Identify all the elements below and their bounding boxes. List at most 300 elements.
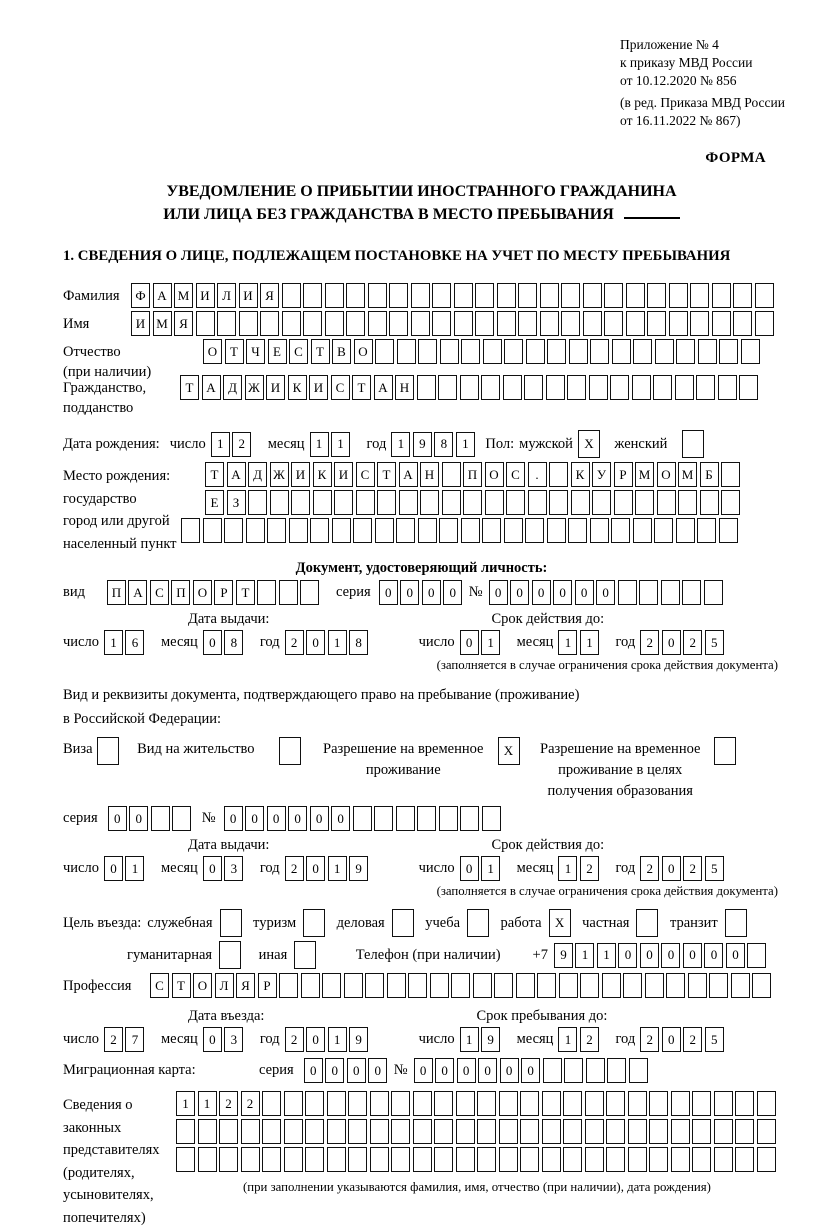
- permit-issue-day[interactable]: [104, 856, 147, 881]
- char-box[interactable]: И: [239, 283, 258, 308]
- char-box[interactable]: [614, 490, 633, 515]
- doc-valid-month[interactable]: [558, 630, 601, 655]
- char-box[interactable]: [633, 518, 652, 543]
- char-box[interactable]: [647, 311, 666, 336]
- char-box[interactable]: [262, 1119, 281, 1144]
- permit-series-boxes[interactable]: [108, 806, 194, 831]
- purpose-transit-checkbox[interactable]: [725, 909, 750, 937]
- char-box[interactable]: 1: [331, 432, 350, 457]
- char-box[interactable]: 0: [306, 856, 325, 881]
- char-box[interactable]: 0: [640, 943, 659, 968]
- char-box[interactable]: [714, 1147, 733, 1172]
- char-box[interactable]: [374, 806, 393, 831]
- char-box[interactable]: [561, 283, 580, 308]
- char-box[interactable]: 1: [104, 630, 123, 655]
- char-box[interactable]: В: [332, 339, 351, 364]
- char-box[interactable]: [623, 973, 642, 998]
- profession-boxes[interactable]: [150, 973, 774, 998]
- char-box[interactable]: 2: [232, 432, 251, 457]
- char-box[interactable]: [647, 283, 666, 308]
- char-box[interactable]: И: [334, 462, 353, 487]
- char-box[interactable]: [477, 1147, 496, 1172]
- char-box[interactable]: 0: [304, 1058, 323, 1083]
- char-box[interactable]: 0: [532, 580, 551, 605]
- char-box[interactable]: Я: [260, 283, 279, 308]
- char-box[interactable]: [270, 490, 289, 515]
- char-box[interactable]: [294, 941, 316, 969]
- char-box[interactable]: [628, 1091, 647, 1116]
- char-box[interactable]: 2: [580, 1027, 599, 1052]
- char-box[interactable]: [353, 806, 372, 831]
- char-box[interactable]: [518, 311, 537, 336]
- char-box[interactable]: Т: [352, 375, 371, 400]
- char-box[interactable]: 1: [481, 856, 500, 881]
- doc-issue-year[interactable]: [285, 630, 371, 655]
- char-box[interactable]: [420, 490, 439, 515]
- char-box[interactable]: Ж: [270, 462, 289, 487]
- char-box[interactable]: [454, 283, 473, 308]
- char-box[interactable]: [262, 1147, 281, 1172]
- char-box[interactable]: Т: [225, 339, 244, 364]
- char-box[interactable]: О: [203, 339, 222, 364]
- char-box[interactable]: [718, 375, 737, 400]
- char-box[interactable]: 0: [347, 1058, 366, 1083]
- char-box[interactable]: [626, 311, 645, 336]
- char-box[interactable]: [325, 283, 344, 308]
- char-box[interactable]: [714, 737, 736, 765]
- char-box[interactable]: 9: [554, 943, 573, 968]
- stay-day[interactable]: [460, 1027, 503, 1052]
- char-box[interactable]: [439, 518, 458, 543]
- char-box[interactable]: 7: [125, 1027, 144, 1052]
- char-box[interactable]: 1: [558, 630, 577, 655]
- char-box[interactable]: Б: [700, 462, 719, 487]
- char-box[interactable]: [657, 490, 676, 515]
- char-box[interactable]: [411, 283, 430, 308]
- char-box[interactable]: [757, 1147, 776, 1172]
- char-box[interactable]: Т: [205, 462, 224, 487]
- char-box[interactable]: 2: [580, 856, 599, 881]
- char-box[interactable]: [714, 1091, 733, 1116]
- doc-issue-day[interactable]: [104, 630, 147, 655]
- char-box[interactable]: 0: [129, 806, 148, 831]
- char-box[interactable]: 0: [575, 580, 594, 605]
- char-box[interactable]: 1: [176, 1091, 195, 1116]
- char-box[interactable]: 1: [580, 630, 599, 655]
- char-box[interactable]: [356, 490, 375, 515]
- char-box[interactable]: [432, 283, 451, 308]
- char-box[interactable]: [682, 580, 701, 605]
- purpose-private-checkbox[interactable]: [636, 909, 661, 937]
- char-box[interactable]: [671, 1119, 690, 1144]
- char-box[interactable]: [473, 973, 492, 998]
- char-box[interactable]: 1: [558, 856, 577, 881]
- char-box[interactable]: [279, 580, 298, 605]
- temp-permit-checkbox[interactable]: [498, 737, 523, 765]
- char-box[interactable]: Ж: [245, 375, 264, 400]
- char-box[interactable]: 0: [379, 580, 398, 605]
- char-box[interactable]: [224, 518, 243, 543]
- char-box[interactable]: [346, 311, 365, 336]
- char-box[interactable]: [392, 909, 414, 937]
- char-box[interactable]: 2: [285, 856, 304, 881]
- stay-year[interactable]: [640, 1027, 726, 1052]
- char-box[interactable]: [721, 490, 740, 515]
- char-box[interactable]: [440, 339, 459, 364]
- char-box[interactable]: [635, 490, 654, 515]
- char-box[interactable]: А: [399, 462, 418, 487]
- char-box[interactable]: [676, 518, 695, 543]
- char-box[interactable]: [731, 973, 750, 998]
- char-box[interactable]: Л: [215, 973, 234, 998]
- char-box[interactable]: 0: [500, 1058, 519, 1083]
- char-box[interactable]: [300, 580, 319, 605]
- char-box[interactable]: [391, 1091, 410, 1116]
- char-box[interactable]: Т: [180, 375, 199, 400]
- char-box[interactable]: Н: [420, 462, 439, 487]
- char-box[interactable]: 0: [553, 580, 572, 605]
- char-box[interactable]: [549, 462, 568, 487]
- doc-valid-year[interactable]: [640, 630, 726, 655]
- char-box[interactable]: [219, 1147, 238, 1172]
- char-box[interactable]: [561, 311, 580, 336]
- char-box[interactable]: [282, 283, 301, 308]
- char-box[interactable]: 0: [457, 1058, 476, 1083]
- char-box[interactable]: [524, 375, 543, 400]
- char-box[interactable]: [540, 311, 559, 336]
- char-box[interactable]: 0: [288, 806, 307, 831]
- char-box[interactable]: 9: [413, 432, 432, 457]
- char-box[interactable]: Е: [205, 490, 224, 515]
- char-box[interactable]: [260, 311, 279, 336]
- char-box[interactable]: [590, 518, 609, 543]
- char-box[interactable]: 8: [434, 432, 453, 457]
- char-box[interactable]: [568, 518, 587, 543]
- char-box[interactable]: 0: [443, 580, 462, 605]
- birth-year-boxes[interactable]: [391, 432, 477, 457]
- char-box[interactable]: [181, 518, 200, 543]
- char-box[interactable]: 1: [310, 432, 329, 457]
- char-box[interactable]: [733, 283, 752, 308]
- char-box[interactable]: С: [150, 973, 169, 998]
- char-box[interactable]: [497, 283, 516, 308]
- char-box[interactable]: [397, 339, 416, 364]
- char-box[interactable]: [567, 375, 586, 400]
- char-box[interactable]: [611, 518, 630, 543]
- char-box[interactable]: [248, 490, 267, 515]
- legal-reps-row-2[interactable]: [176, 1119, 778, 1144]
- char-box[interactable]: 2: [640, 1027, 659, 1052]
- char-box[interactable]: Я: [236, 973, 255, 998]
- char-box[interactable]: [477, 1119, 496, 1144]
- char-box[interactable]: 1: [125, 856, 144, 881]
- char-box[interactable]: С: [331, 375, 350, 400]
- char-box[interactable]: [375, 339, 394, 364]
- char-box[interactable]: [279, 737, 301, 765]
- char-box[interactable]: [520, 1119, 539, 1144]
- char-box[interactable]: [755, 283, 774, 308]
- char-box[interactable]: [344, 973, 363, 998]
- char-box[interactable]: [676, 339, 695, 364]
- phone-boxes[interactable]: [554, 943, 769, 968]
- entry-year[interactable]: [285, 1027, 371, 1052]
- char-box[interactable]: [97, 737, 119, 765]
- char-box[interactable]: [284, 1119, 303, 1144]
- char-box[interactable]: [348, 1119, 367, 1144]
- char-box[interactable]: 0: [596, 580, 615, 605]
- char-box[interactable]: Т: [236, 580, 255, 605]
- char-box[interactable]: Е: [268, 339, 287, 364]
- char-box[interactable]: [460, 375, 479, 400]
- char-box[interactable]: [198, 1147, 217, 1172]
- char-box[interactable]: [735, 1091, 754, 1116]
- char-box[interactable]: [719, 339, 738, 364]
- char-box[interactable]: 1: [597, 943, 616, 968]
- char-box[interactable]: [499, 1147, 518, 1172]
- char-box[interactable]: 0: [662, 630, 681, 655]
- char-box[interactable]: [704, 580, 723, 605]
- char-box[interactable]: [585, 1119, 604, 1144]
- char-box[interactable]: 0: [460, 856, 479, 881]
- char-box[interactable]: 2: [285, 630, 304, 655]
- char-box[interactable]: Р: [258, 973, 277, 998]
- char-box[interactable]: Д: [248, 462, 267, 487]
- char-box[interactable]: Ф: [131, 283, 150, 308]
- doc-issue-month[interactable]: [203, 630, 246, 655]
- char-box[interactable]: [735, 1147, 754, 1172]
- char-box[interactable]: [348, 1147, 367, 1172]
- char-box[interactable]: 0: [662, 1027, 681, 1052]
- char-box[interactable]: П: [171, 580, 190, 605]
- char-box[interactable]: [454, 311, 473, 336]
- char-box[interactable]: [456, 1091, 475, 1116]
- char-box[interactable]: [391, 1119, 410, 1144]
- sex-male-checkbox[interactable]: [578, 430, 603, 458]
- char-box[interactable]: [585, 1147, 604, 1172]
- doc-type-boxes[interactable]: [107, 580, 322, 605]
- char-box[interactable]: [690, 311, 709, 336]
- char-box[interactable]: [666, 973, 685, 998]
- char-box[interactable]: [368, 283, 387, 308]
- char-box[interactable]: [537, 973, 556, 998]
- char-box[interactable]: Р: [214, 580, 233, 605]
- purpose-other-checkbox[interactable]: [294, 941, 319, 969]
- char-box[interactable]: [629, 1058, 648, 1083]
- stay-month[interactable]: [558, 1027, 601, 1052]
- char-box[interactable]: [396, 806, 415, 831]
- char-box[interactable]: О: [657, 462, 676, 487]
- char-box[interactable]: [301, 973, 320, 998]
- char-box[interactable]: [460, 806, 479, 831]
- char-box[interactable]: [499, 1119, 518, 1144]
- char-box[interactable]: 3: [224, 856, 243, 881]
- char-box[interactable]: [700, 490, 719, 515]
- char-box[interactable]: 1: [460, 1027, 479, 1052]
- char-box[interactable]: [661, 580, 680, 605]
- char-box[interactable]: [370, 1119, 389, 1144]
- char-box[interactable]: [741, 339, 760, 364]
- char-box[interactable]: [580, 973, 599, 998]
- char-box[interactable]: [334, 490, 353, 515]
- char-box[interactable]: С: [150, 580, 169, 605]
- char-box[interactable]: [612, 339, 631, 364]
- char-box[interactable]: [540, 283, 559, 308]
- citizenship-boxes[interactable]: [180, 375, 761, 400]
- char-box[interactable]: [291, 490, 310, 515]
- char-box[interactable]: [547, 339, 566, 364]
- entry-day[interactable]: [104, 1027, 147, 1052]
- char-box[interactable]: [434, 1119, 453, 1144]
- char-box[interactable]: З: [227, 490, 246, 515]
- char-box[interactable]: [482, 806, 501, 831]
- char-box[interactable]: [203, 518, 222, 543]
- char-box[interactable]: 0: [325, 1058, 344, 1083]
- char-box[interactable]: [645, 973, 664, 998]
- char-box[interactable]: 8: [224, 630, 243, 655]
- purpose-business-checkbox[interactable]: [392, 909, 417, 937]
- char-box[interactable]: [528, 490, 547, 515]
- char-box[interactable]: 0: [521, 1058, 540, 1083]
- char-box[interactable]: [499, 1091, 518, 1116]
- char-box[interactable]: [481, 375, 500, 400]
- char-box[interactable]: О: [485, 462, 504, 487]
- char-box[interactable]: И: [291, 462, 310, 487]
- char-box[interactable]: [282, 311, 301, 336]
- char-box[interactable]: У: [592, 462, 611, 487]
- birth-day-boxes[interactable]: [211, 432, 254, 457]
- char-box[interactable]: [327, 1147, 346, 1172]
- char-box[interactable]: [606, 1147, 625, 1172]
- char-box[interactable]: [370, 1147, 389, 1172]
- char-box[interactable]: [733, 311, 752, 336]
- char-box[interactable]: [678, 490, 697, 515]
- char-box[interactable]: 9: [481, 1027, 500, 1052]
- char-box[interactable]: 0: [510, 580, 529, 605]
- char-box[interactable]: [602, 973, 621, 998]
- char-box[interactable]: [303, 283, 322, 308]
- char-box[interactable]: [583, 311, 602, 336]
- char-box[interactable]: И: [131, 311, 150, 336]
- char-box[interactable]: [516, 973, 535, 998]
- char-box[interactable]: [434, 1091, 453, 1116]
- char-box[interactable]: [353, 518, 372, 543]
- char-box[interactable]: [396, 518, 415, 543]
- char-box[interactable]: [504, 518, 523, 543]
- char-box[interactable]: С: [356, 462, 375, 487]
- char-box[interactable]: [739, 375, 758, 400]
- char-box[interactable]: [418, 518, 437, 543]
- char-box[interactable]: [325, 311, 344, 336]
- char-box[interactable]: [697, 518, 716, 543]
- char-box[interactable]: [417, 806, 436, 831]
- migration-number-boxes[interactable]: [414, 1058, 651, 1083]
- char-box[interactable]: [494, 973, 513, 998]
- char-box[interactable]: 8: [349, 630, 368, 655]
- birth-place-row-3[interactable]: [181, 518, 743, 543]
- char-box[interactable]: [604, 283, 623, 308]
- char-box[interactable]: [262, 1091, 281, 1116]
- char-box[interactable]: К: [571, 462, 590, 487]
- char-box[interactable]: 1: [575, 943, 594, 968]
- permit-valid-day[interactable]: [460, 856, 503, 881]
- permit-valid-month[interactable]: [558, 856, 601, 881]
- char-box[interactable]: 2: [104, 1027, 123, 1052]
- char-box[interactable]: [563, 1147, 582, 1172]
- char-box[interactable]: К: [313, 462, 332, 487]
- char-box[interactable]: 2: [683, 1027, 702, 1052]
- char-box[interactable]: [649, 1147, 668, 1172]
- doc-valid-day[interactable]: [460, 630, 503, 655]
- char-box[interactable]: 1: [328, 856, 347, 881]
- char-box[interactable]: 0: [267, 806, 286, 831]
- char-box[interactable]: 1: [558, 1027, 577, 1052]
- char-box[interactable]: [633, 339, 652, 364]
- char-box[interactable]: Р: [614, 462, 633, 487]
- char-box[interactable]: [682, 430, 704, 458]
- char-box[interactable]: [712, 311, 731, 336]
- char-box[interactable]: [456, 1119, 475, 1144]
- char-box[interactable]: [564, 1058, 583, 1083]
- char-box[interactable]: 0: [414, 1058, 433, 1083]
- char-box[interactable]: [698, 339, 717, 364]
- char-box[interactable]: [719, 518, 738, 543]
- char-box[interactable]: [257, 580, 276, 605]
- char-box[interactable]: [219, 941, 241, 969]
- char-box[interactable]: 0: [435, 1058, 454, 1083]
- char-box[interactable]: П: [107, 580, 126, 605]
- char-box[interactable]: П: [463, 462, 482, 487]
- char-box[interactable]: [654, 518, 673, 543]
- char-box[interactable]: 0: [310, 806, 329, 831]
- char-box[interactable]: [461, 339, 480, 364]
- char-box[interactable]: [696, 375, 715, 400]
- char-box[interactable]: О: [193, 580, 212, 605]
- char-box[interactable]: [671, 1091, 690, 1116]
- char-box[interactable]: [241, 1119, 260, 1144]
- char-box[interactable]: [688, 973, 707, 998]
- char-box[interactable]: [289, 518, 308, 543]
- char-box[interactable]: Л: [217, 283, 236, 308]
- char-box[interactable]: [368, 311, 387, 336]
- char-box[interactable]: [451, 973, 470, 998]
- char-box[interactable]: 3: [224, 1027, 243, 1052]
- char-box[interactable]: И: [196, 283, 215, 308]
- char-box[interactable]: И: [266, 375, 285, 400]
- char-box[interactable]: [239, 311, 258, 336]
- char-box[interactable]: 1: [391, 432, 410, 457]
- char-box[interactable]: [267, 518, 286, 543]
- char-box[interactable]: [504, 339, 523, 364]
- char-box[interactable]: 5: [705, 630, 724, 655]
- char-box[interactable]: Т: [311, 339, 330, 364]
- char-box[interactable]: [418, 339, 437, 364]
- char-box[interactable]: [198, 1119, 217, 1144]
- char-box[interactable]: [735, 1119, 754, 1144]
- char-box[interactable]: [305, 1091, 324, 1116]
- char-box[interactable]: [569, 339, 588, 364]
- char-box[interactable]: [241, 1147, 260, 1172]
- char-box[interactable]: 1: [481, 630, 500, 655]
- char-box[interactable]: 5: [705, 1027, 724, 1052]
- permit-issue-year[interactable]: [285, 856, 371, 881]
- birth-month-boxes[interactable]: [310, 432, 353, 457]
- char-box[interactable]: [692, 1091, 711, 1116]
- char-box[interactable]: [675, 375, 694, 400]
- char-box[interactable]: 0: [489, 580, 508, 605]
- char-box[interactable]: .: [528, 462, 547, 487]
- migration-series-boxes[interactable]: [304, 1058, 390, 1083]
- char-box[interactable]: [497, 311, 516, 336]
